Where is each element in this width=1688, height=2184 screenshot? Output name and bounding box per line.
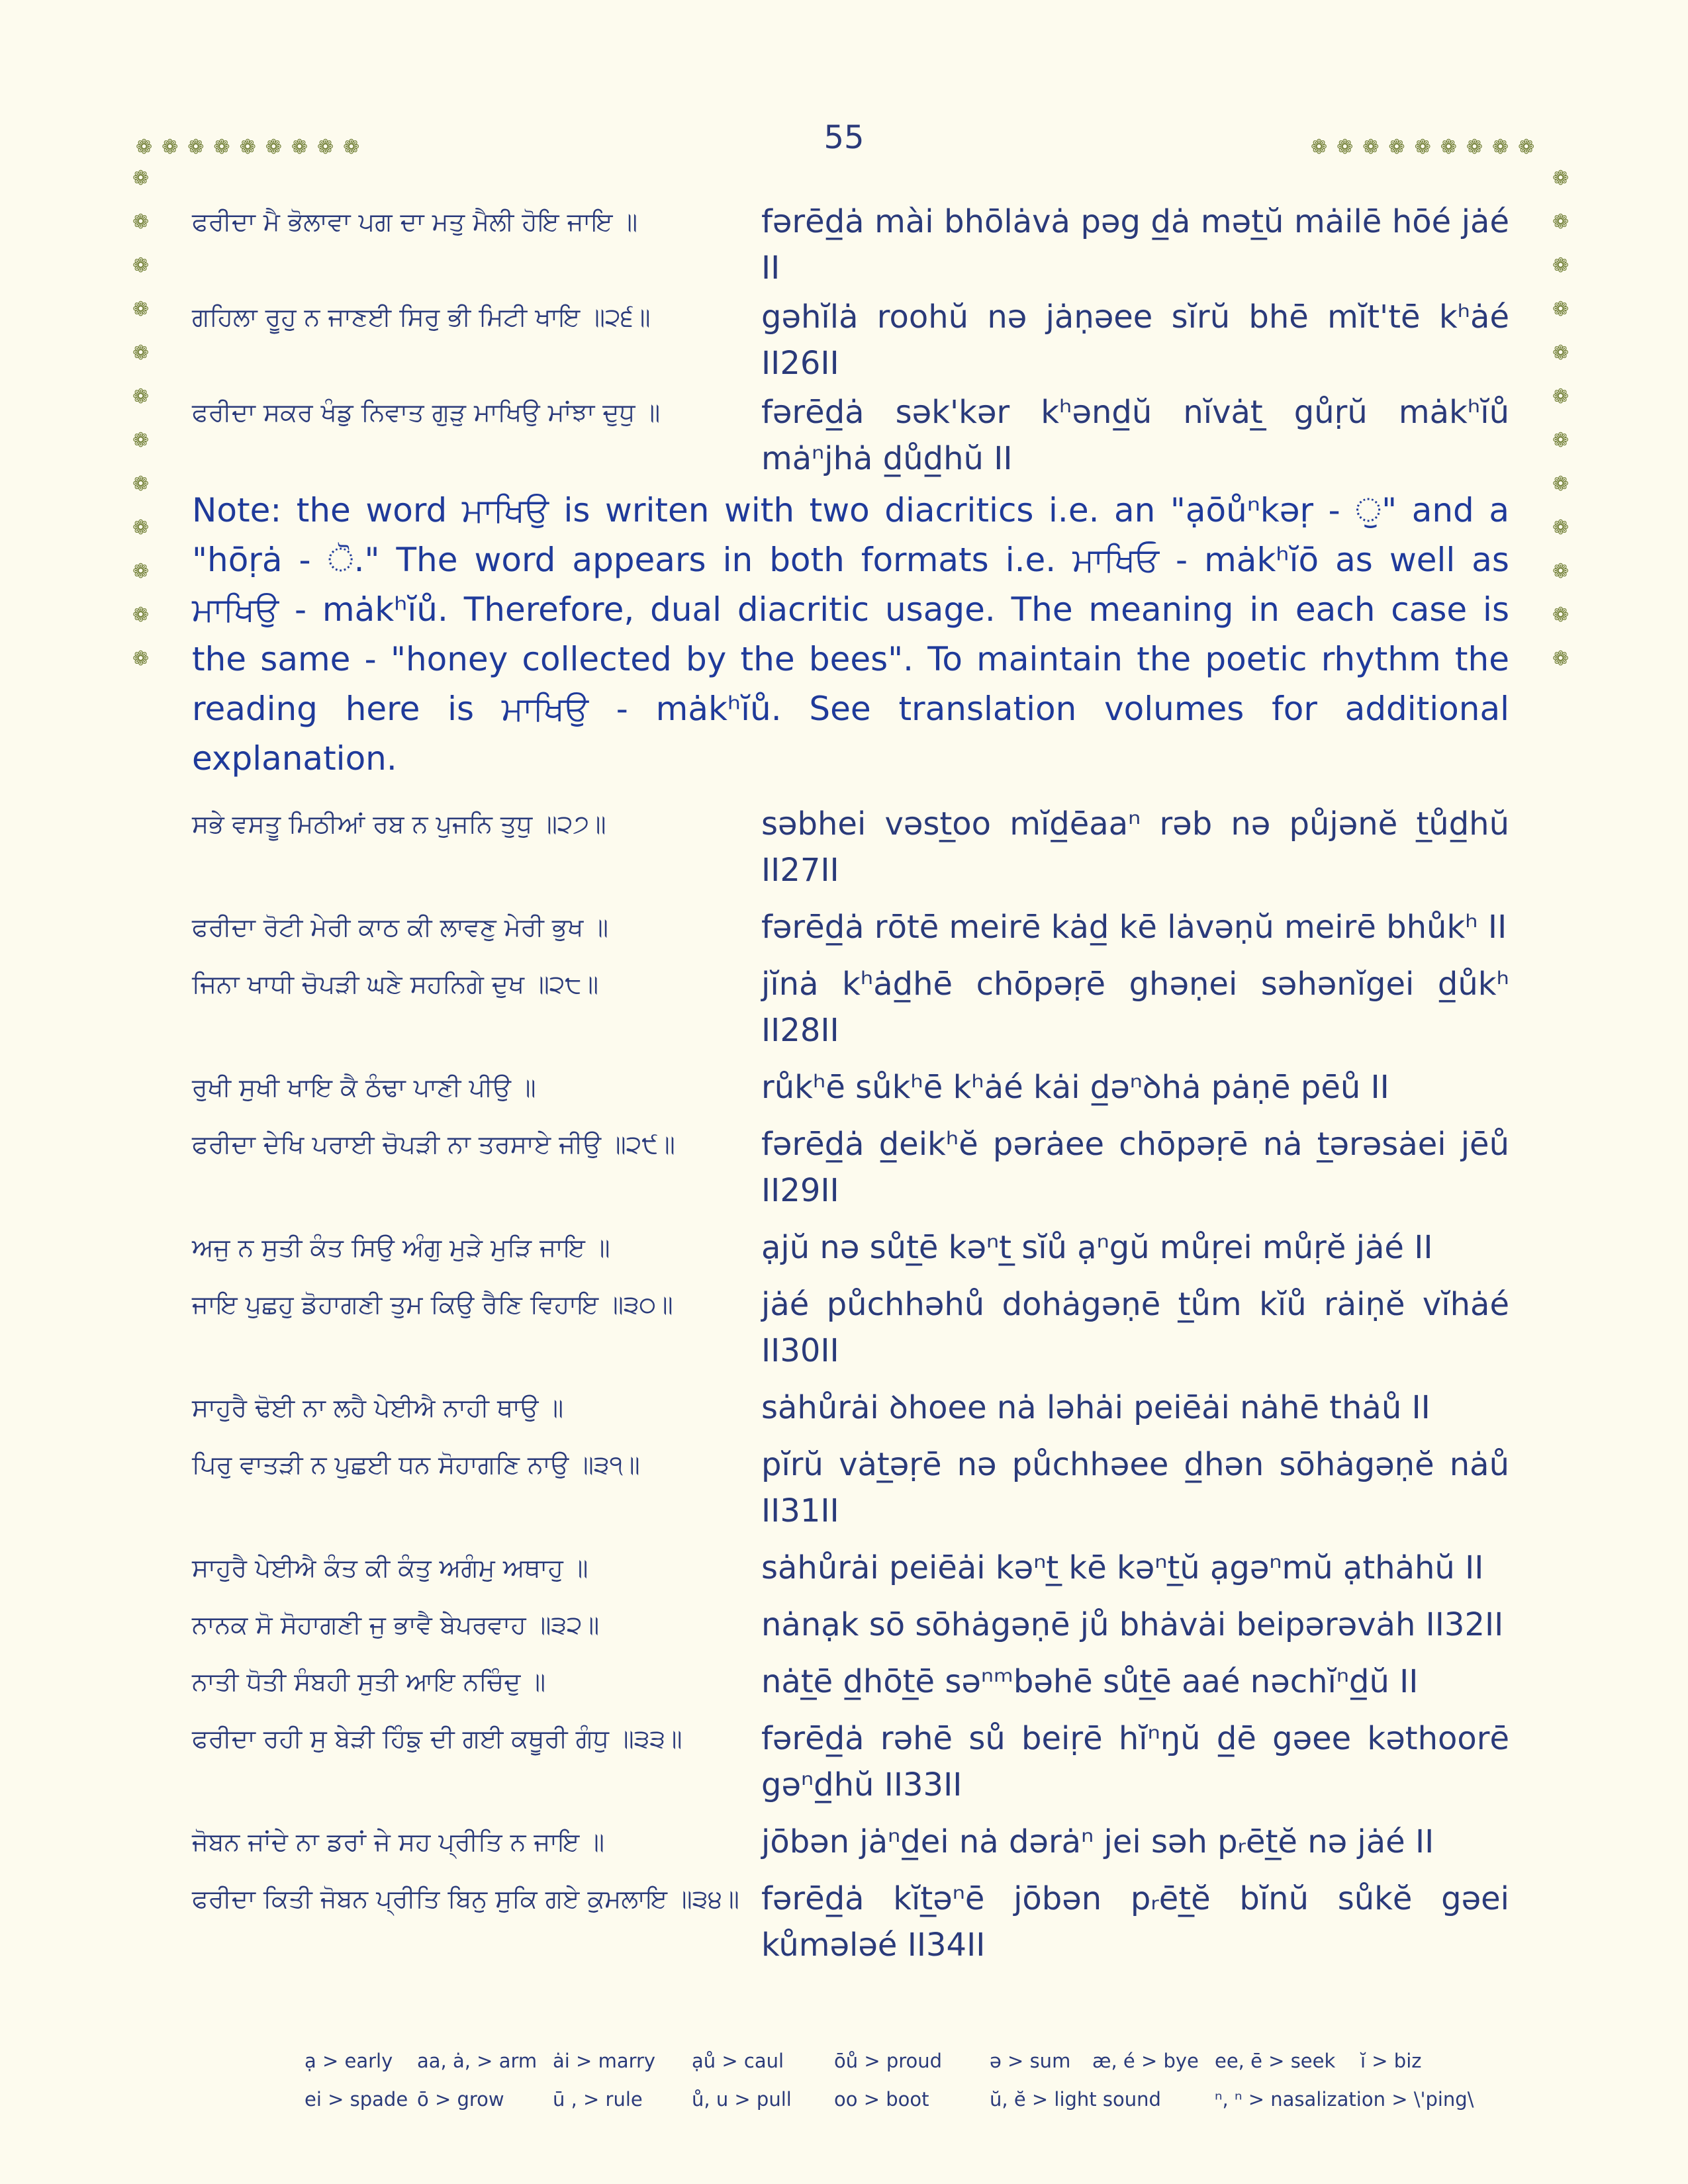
verse-transliteration: jĭnȧ kʰȧd̲hē chōpəṛē ghəṇei səhənĭgei d̲ůkʰ II28II — [761, 966, 1509, 1049]
flower-ornament-icon: ❁ — [1552, 516, 1570, 539]
verse-gurmukhi: ਫਰੀਦਾ ਦੇਖਿ ਪਰਾਈ ਚੋਪੜੀ ਨਾ ਤਰਸਾਏ ਜੀਉ ॥੨੯॥ — [192, 1130, 675, 1159]
verse-row — [192, 1121, 1509, 1214]
verse-gurmukhi: ਨਾਨਕ ਸੋ ਸੋਹਾਗਣੀ ਜੁ ਭਾਵੈ ਬੇਪਰਵਾਹ ॥੩੨॥ — [192, 1610, 600, 1639]
flower-ornament-icon: ❁ — [1518, 136, 1535, 159]
verse-transliteration: pĭrŭ vȧt̲əṛē nə půchhəee d̲hən sōhȧgəṇĕ nȧů II31II — [761, 1446, 1509, 1529]
verse-transliteration: sȧhůrȧi ꝺhoee nȧ ləhȧi peiēȧi nȧhē thȧů II — [761, 1389, 1430, 1426]
legend-item: ə > sum — [990, 2050, 1071, 2072]
flower-ornament-icon: ❁ — [316, 136, 334, 159]
flower-ornament-icon: ❁ — [1362, 136, 1380, 159]
page-number: 55 — [823, 119, 865, 156]
verse-gurmukhi: ਸਭੇ ਵਸਤੂ ਮਿਠੀਆਂ ਰਬ ਨ ਪੁਜਨਿ ਤੁਧੁ ॥੨੭॥ — [192, 809, 606, 839]
flower-ornament-icon: ❁ — [213, 136, 230, 159]
flower-ornament-icon: ❁ — [136, 136, 153, 159]
legend-item: ei > spade — [305, 2088, 408, 2111]
verse-gurmukhi: ਜੋਬਨ ਜਾਂਦੇ ਨਾ ਡਰਾਂ ਜੇ ਸਹ ਪ੍ਰੀਤਿ ਨ ਜਾਇ ॥ — [192, 1827, 604, 1856]
verse-row — [192, 961, 1509, 1054]
legend-row — [305, 2042, 1496, 2080]
legend-item: ĭ > biz — [1360, 2050, 1422, 2072]
verse-gurmukhi: ਸਾਹੁਰੈ ਢੋਈ ਨਾ ਲਹੈ ਪੇਈਐ ਨਾਹੀ ਥਾਉ ॥ — [192, 1393, 564, 1422]
legend-row — [305, 2080, 1496, 2118]
legend-item: ạů > caul — [692, 2050, 784, 2072]
verse-gurmukhi: ਰੁਖੀ ਸੁਖੀ ਖਾਇ ਕੈ ਠੰਢਾ ਪਾਣੀ ਪੀਉ ॥ — [192, 1073, 536, 1102]
verse-section-2 — [192, 801, 1509, 1968]
verse-gurmukhi: ਫਰੀਦਾ ਰੋਟੀ ਮੇਰੀ ਕਾਠ ਕੀ ਲਾਵਣੁ ਮੇਰੀ ਭੁਖ ॥ — [192, 913, 609, 942]
content — [192, 199, 1509, 1979]
flower-ornament-icon: ❁ — [265, 136, 282, 159]
verse-gurmukhi: ਫਰੀਦਾ ਮੈ ਭੋਲਾਵਾ ਪਗ ਦਾ ਮਤੁ ਮੈਲੀ ਹੋਇ ਜਾਇ ॥ — [192, 207, 638, 236]
verse-row — [192, 199, 1509, 291]
verse-row — [192, 1819, 1509, 1865]
flower-ornament-icon: ❁ — [132, 298, 150, 321]
note-paragraph: Note: the word ਮਾਖਿਉ is writen with two diacritics i.e. an "ạōůⁿkəṛ - ੁ" and a "hōṛȧ - ੋ." The word appears in both formats i.e. ਮਾਖਿਓ - mȧkʰĭō as well as ਮਾਖਿਉ - mȧkʰĭů. Therefore, dual diacritic usage. The meaning in each case is the same - "honey collected by the bees". To maintain the poetic rhythm the reading here is ਮਾਖਿਉ - mȧkʰĭů. See translation volumes for additional explanation. — [192, 491, 1509, 778]
flower-ornament-icon: ❁ — [162, 136, 179, 159]
ornament-top-right — [1311, 138, 1534, 158]
verse-gurmukhi: ਸਾਹੁਰੈ ਪੇਈਐ ਕੰਤ ਕੀ ਕੰਤੁ ਅਗੰਮੁ ਅਥਾਹੁ ॥ — [192, 1553, 588, 1582]
verse-gurmukhi: ਗਹਿਲਾ ਰੂਹੁ ਨ ਜਾਣਈ ਸਿਰੁ ਭੀ ਮਿਟੀ ਖਾਇ ॥੨੬॥ — [192, 302, 651, 332]
legend-item: oo > boot — [834, 2088, 929, 2111]
verse-transliteration: fərēd̲ȧ sək'kər kʰənd̲ŭ nĭvȧt̲ gůṛŭ mȧkʰĭů mȧⁿjhȧ d̲ůd̲hŭ II — [761, 394, 1509, 477]
legend-item: æ, é > bye — [1092, 2050, 1199, 2072]
flower-ornament-icon: ❁ — [291, 136, 308, 159]
legend-item: ū , > rule — [553, 2088, 643, 2111]
verse-transliteration: gəhĭlȧ roohŭ nə jȧṇəee sĭrŭ bhē mĭt'tē kʰȧé II26II — [761, 298, 1509, 382]
verse-transliteration: nȧnạk sō sōhȧgəṇē jů bhȧvȧi beipərəvȧh II32II — [761, 1606, 1504, 1643]
flower-ornament-icon: ❁ — [132, 647, 150, 670]
verse-row — [192, 1064, 1509, 1111]
legend-item: ạ > early — [305, 2050, 393, 2072]
flower-ornament-icon: ❁ — [132, 560, 150, 583]
flower-ornament-icon: ❁ — [132, 167, 150, 190]
verse-transliteration: fərēd̲ȧ mài bhōlȧvȧ pəg d̲ȧ mət̲ŭ mȧilē hōé jȧé II — [761, 203, 1509, 287]
verse-row — [192, 1385, 1509, 1431]
legend-item: ōů > proud — [834, 2050, 943, 2072]
flower-ornament-icon: ❁ — [1552, 254, 1570, 277]
verse-transliteration: nȧt̲ē d̲hōt̲ē səⁿᵐbəhē sůt̲ē aaé nəchĭⁿd̲ŭ II — [761, 1663, 1419, 1700]
flower-ornament-icon: ❁ — [1466, 136, 1483, 159]
verse-gurmukhi: ਜਾਇ ਪੁਛਹੁ ਡੋਹਾਗਣੀ ਤੁਮ ਕਿਉ ਰੈਣਿ ਵਿਹਾਇ ॥੩੦॥ — [192, 1290, 673, 1319]
flower-ornament-icon: ❁ — [132, 385, 150, 408]
flower-ornament-icon: ❁ — [1552, 647, 1570, 670]
flower-ornament-icon: ❁ — [1552, 167, 1570, 190]
ornament-top-left — [136, 138, 359, 158]
verse-row — [192, 1715, 1509, 1808]
verse-transliteration: fərēd̲ȧ d̲eikʰĕ pərȧee chōpəṛē nȧ t̲ərəsȧei jēů II29II — [761, 1126, 1509, 1209]
verse-transliteration: jȧé půchhəhů dohȧgəṇē t̲ům kĭů rȧiṇĕ vĭhȧé II30II — [761, 1286, 1509, 1369]
verse-transliteration: səbhei vəst̲oo mĭd̲ēaaⁿ rəb nə půjənĕ t̲ůd̲hŭ II27II — [761, 805, 1509, 889]
verse-row — [192, 1876, 1509, 1968]
verse-gurmukhi: ਫਰੀਦਾ ਕਿਤੀ ਜੋਬਨ ਪ੍ਰੀਤਿ ਬਿਨੁ ਸੁਕਿ ਗਏ ਕੁਮਲਾਇ ॥੩੪॥ — [192, 1884, 739, 1913]
verse-row — [192, 1659, 1509, 1705]
flower-ornament-icon: ❁ — [132, 254, 150, 277]
flower-ornament-icon: ❁ — [132, 210, 150, 234]
verse-transliteration: ạjŭ nə sůt̲ē kəⁿt̲ sĭů ạⁿgŭ můṛei můṛĕ jȧé II — [761, 1229, 1433, 1266]
verse-row — [192, 1602, 1509, 1648]
verse-row — [192, 1224, 1509, 1271]
verse-transliteration: fərēd̲ȧ rəhē sů beiṛē hĭⁿŋŭ d̲ē gəee kəthoorē gəⁿd̲hŭ II33II — [761, 1720, 1509, 1803]
flower-ornament-icon: ❁ — [1552, 604, 1570, 627]
verse-gurmukhi: ਜਿਨਾ ਖਾਧੀ ਚੋਪੜੀ ਘਣੇ ਸਹਨਿਗੇ ਦੁਖ ॥੨੮॥ — [192, 970, 599, 999]
flower-ornament-icon: ❁ — [239, 136, 256, 159]
flower-ornament-icon: ❁ — [1552, 385, 1570, 408]
ornament-right-column — [1552, 169, 1569, 669]
flower-ornament-icon: ❁ — [1440, 136, 1457, 159]
flower-ornament-icon: ❁ — [1552, 560, 1570, 583]
flower-ornament-icon: ❁ — [1311, 136, 1328, 159]
verse-row — [192, 801, 1509, 893]
legend-item: ŭ, ĕ > light sound — [990, 2088, 1161, 2111]
legend-item: ō > grow — [417, 2088, 504, 2111]
pronunciation-legend — [305, 2042, 1496, 2118]
legend-item: ů, u > pull — [692, 2088, 792, 2111]
flower-ornament-icon: ❁ — [1336, 136, 1354, 159]
verse-transliteration: fərēd̲ȧ kĭt̲əⁿē jōbən pᵣēt̲ĕ bĭnŭ sůkĕ gəei kůmələé II34II — [761, 1880, 1509, 1964]
flower-ornament-icon: ❁ — [1552, 473, 1570, 496]
verse-row — [192, 389, 1509, 482]
flower-ornament-icon: ❁ — [132, 473, 150, 496]
flower-ornament-icon: ❁ — [132, 429, 150, 452]
legend-item: aa, ȧ, > arm — [417, 2050, 538, 2072]
flower-ornament-icon: ❁ — [1552, 341, 1570, 365]
legend-item: ȧi > marry — [553, 2050, 656, 2072]
flower-ornament-icon: ❁ — [187, 136, 205, 159]
verse-gurmukhi: ਫਰੀਦਾ ਰਹੀ ਸੁ ਬੇੜੀ ਹਿੰਙੁ ਦੀ ਗਈ ਕਥੂਰੀ ਗੰਧੁ ॥੩੩॥ — [192, 1724, 682, 1753]
flower-ornament-icon: ❁ — [132, 604, 150, 627]
verse-transliteration: růkʰē sůkʰē kʰȧé kȧi d̲əⁿꝺhȧ pȧṇē pēů II — [761, 1069, 1389, 1106]
verse-section-1 — [192, 199, 1509, 482]
flower-ornament-icon: ❁ — [1552, 210, 1570, 234]
legend-item: ee, ē > seek — [1215, 2050, 1336, 2072]
legend-item: ⁿ, ⁿ > nasalization > \'ping\ — [1215, 2088, 1474, 2111]
flower-ornament-icon: ❁ — [343, 136, 360, 159]
verse-transliteration: jōbən jȧⁿd̲ei nȧ dərȧⁿ jei səh pᵣēt̲ĕ nə jȧé II — [761, 1823, 1434, 1860]
verse-row — [192, 294, 1509, 387]
flower-ornament-icon: ❁ — [132, 341, 150, 365]
verse-gurmukhi: ਨਾਤੀ ਧੋਤੀ ਸੰਬਹੀ ਸੁਤੀ ਆਇ ਨਚਿੰਦੁ ॥ — [192, 1667, 546, 1696]
flower-ornament-icon: ❁ — [1414, 136, 1431, 159]
verse-gurmukhi: ਅਜੁ ਨ ਸੁਤੀ ਕੰਤ ਸਿਉ ਅੰਗੁ ਮੁੜੇ ਮੁੜਿ ਜਾਇ ॥ — [192, 1233, 610, 1262]
verse-row — [192, 1441, 1509, 1534]
flower-ornament-icon: ❁ — [132, 516, 150, 539]
flower-ornament-icon: ❁ — [1552, 298, 1570, 321]
flower-ornament-icon: ❁ — [1491, 136, 1509, 159]
flower-ornament-icon: ❁ — [1388, 136, 1405, 159]
verse-row — [192, 1281, 1509, 1374]
verse-transliteration: fərēd̲ȧ rōtē meirē kȧd̲ kē lȧvəṇŭ meirē bhůkʰ II — [761, 909, 1507, 946]
verse-transliteration: sȧhůrȧi peiēȧi kəⁿt̲ kē kəⁿt̲ŭ ạgəⁿmŭ ạthȧhŭ II — [761, 1549, 1484, 1586]
flower-ornament-icon: ❁ — [1552, 429, 1570, 452]
verse-gurmukhi: ਪਿਰੁ ਵਾਤੜੀ ਨ ਪੁਛਈ ਧਨ ਸੋਹਾਗਣਿ ਨਾਉ ॥੩੧॥ — [192, 1450, 640, 1479]
ornament-left-column — [132, 169, 149, 669]
verse-row — [192, 1545, 1509, 1591]
verse-row — [192, 904, 1509, 950]
verse-gurmukhi: ਫਰੀਦਾ ਸਕਰ ਖੰਡੁ ਨਿਵਾਤ ਗੁੜੁ ਮਾਖਿਉ ਮਾਂਝਾ ਦੁਧੁ ॥ — [192, 398, 661, 427]
